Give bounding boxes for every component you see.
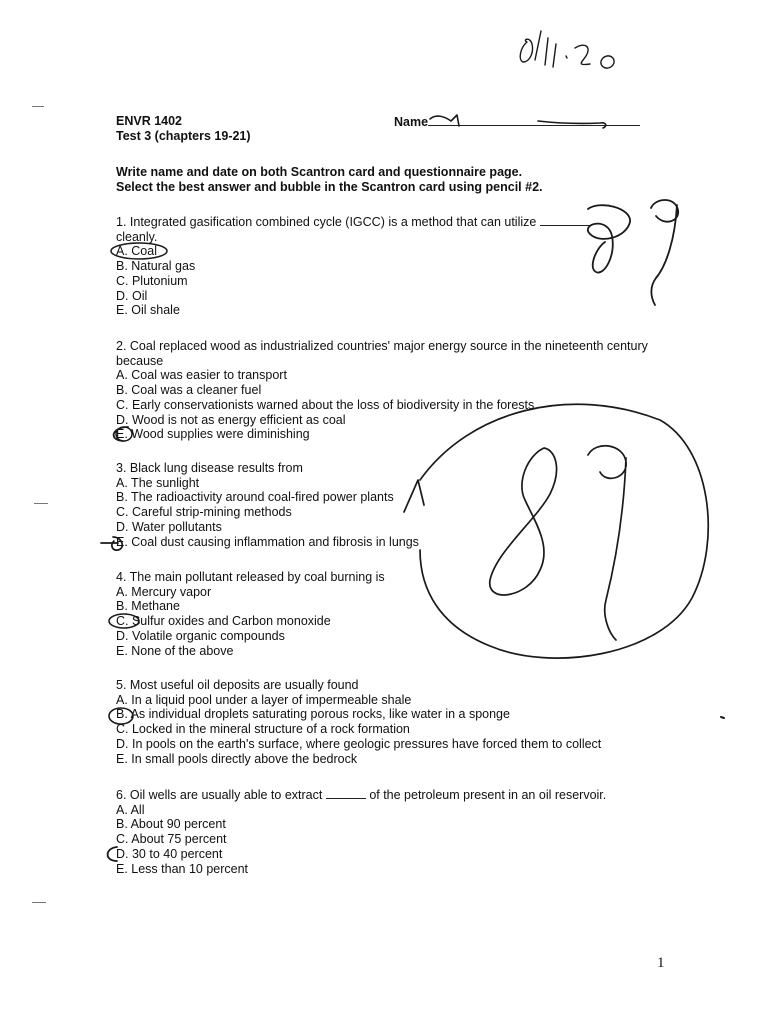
question-stem: 2. Coal replaced wood as industrialized countries' major energy source in the nineteenth century because — [116, 339, 648, 368]
option-a: A. Coal was easier to transport — [116, 368, 287, 383]
instruction-line: Write name and date on both Scantron card and questionnaire page. — [116, 165, 523, 179]
instruction-line: Select the best answer and bubble in the Scantron card using pencil #2. — [116, 180, 543, 194]
page-number: 1 — [657, 955, 665, 971]
edge-mark — [721, 717, 724, 718]
option-c: C. Early conservationists warned about the loss of biodiversity in the forests — [116, 397, 535, 412]
option-c: C. Plutonium — [116, 273, 188, 288]
option-b: B. As individual droplets saturating porous rocks, like water in a sponge — [116, 707, 510, 722]
question-stem: 6. Oil wells are usually able to extract of the petroleum present in an oil reservoir. — [116, 788, 607, 802]
option-b: B. About 90 percent — [116, 817, 226, 832]
option-a: A. All — [116, 802, 145, 817]
option-c: C. Careful strip-mining methods — [116, 505, 292, 520]
option-c: C. Locked in the mineral structure of a rock formation — [116, 722, 410, 737]
option-d: D. Water pollutants — [116, 519, 222, 534]
question-1 — [116, 214, 676, 318]
answer-blank — [326, 787, 366, 799]
option-b: B. Natural gas — [116, 259, 196, 274]
option-c: C. About 75 percent — [116, 832, 227, 847]
handwritten-date — [520, 31, 614, 68]
question-2 — [116, 339, 661, 442]
name-field — [394, 114, 640, 130]
option-d: D. Oil — [116, 288, 148, 303]
option-d: D. Volatile organic compounds — [116, 628, 285, 643]
question-4 — [116, 570, 676, 658]
scan-mark — [32, 902, 46, 903]
option-e: E. In small pools directly above the bedrock — [116, 751, 358, 766]
question-stem: 3. Black lung disease results from — [116, 461, 303, 475]
scan-mark — [34, 503, 48, 504]
option-a: A. The sunlight — [116, 475, 200, 490]
test-title: Test 3 (chapters 19-21) — [116, 129, 251, 143]
course-code: ENVR 1402 — [116, 114, 183, 128]
question-3 — [116, 461, 676, 549]
option-e: E. Coal dust causing inflammation and fibrosis in lungs — [116, 534, 419, 549]
option-e: E. Oil shale — [116, 303, 180, 318]
option-d: D. Wood is not as energy efficient as coal — [116, 412, 346, 427]
option-a: A. In a liquid pool under a layer of impermeable shale — [116, 692, 412, 707]
name-line — [428, 114, 640, 126]
option-b: B. Coal was a cleaner fuel — [116, 383, 262, 398]
question-stem: 5. Most useful oil deposits are usually found — [116, 678, 359, 692]
option-d: D. In pools on the earth's surface, where geologic pressures have forced them to collect — [116, 736, 602, 751]
option-c: C. Sulfur oxides and Carbon monoxide — [116, 614, 331, 629]
option-a: A. Coal — [116, 244, 157, 259]
option-e: E. Wood supplies were diminishing — [116, 427, 310, 442]
answer-blank — [540, 214, 590, 226]
question-stem: 4. The main pollutant released by coal burning is — [116, 570, 385, 584]
option-e: E. None of the above — [116, 643, 234, 658]
option-b: B. Methane — [116, 599, 180, 614]
option-b: B. The radioactivity around coal-fired power plants — [116, 490, 394, 505]
question-5 — [116, 678, 676, 766]
name-label: Name — [394, 115, 429, 129]
option-d: D. 30 to 40 percent — [116, 846, 223, 861]
instructions — [116, 165, 543, 195]
option-a: A. Mercury vapor — [116, 584, 212, 599]
scan-mark — [32, 106, 44, 107]
question-stem-continued: cleanly. — [116, 229, 158, 244]
question-6 — [116, 787, 676, 876]
question-stem: 1. Integrated gasification combined cycle (IGCC) is a method that can utilize — [116, 214, 676, 230]
option-e: E. Less than 10 percent — [116, 861, 249, 876]
